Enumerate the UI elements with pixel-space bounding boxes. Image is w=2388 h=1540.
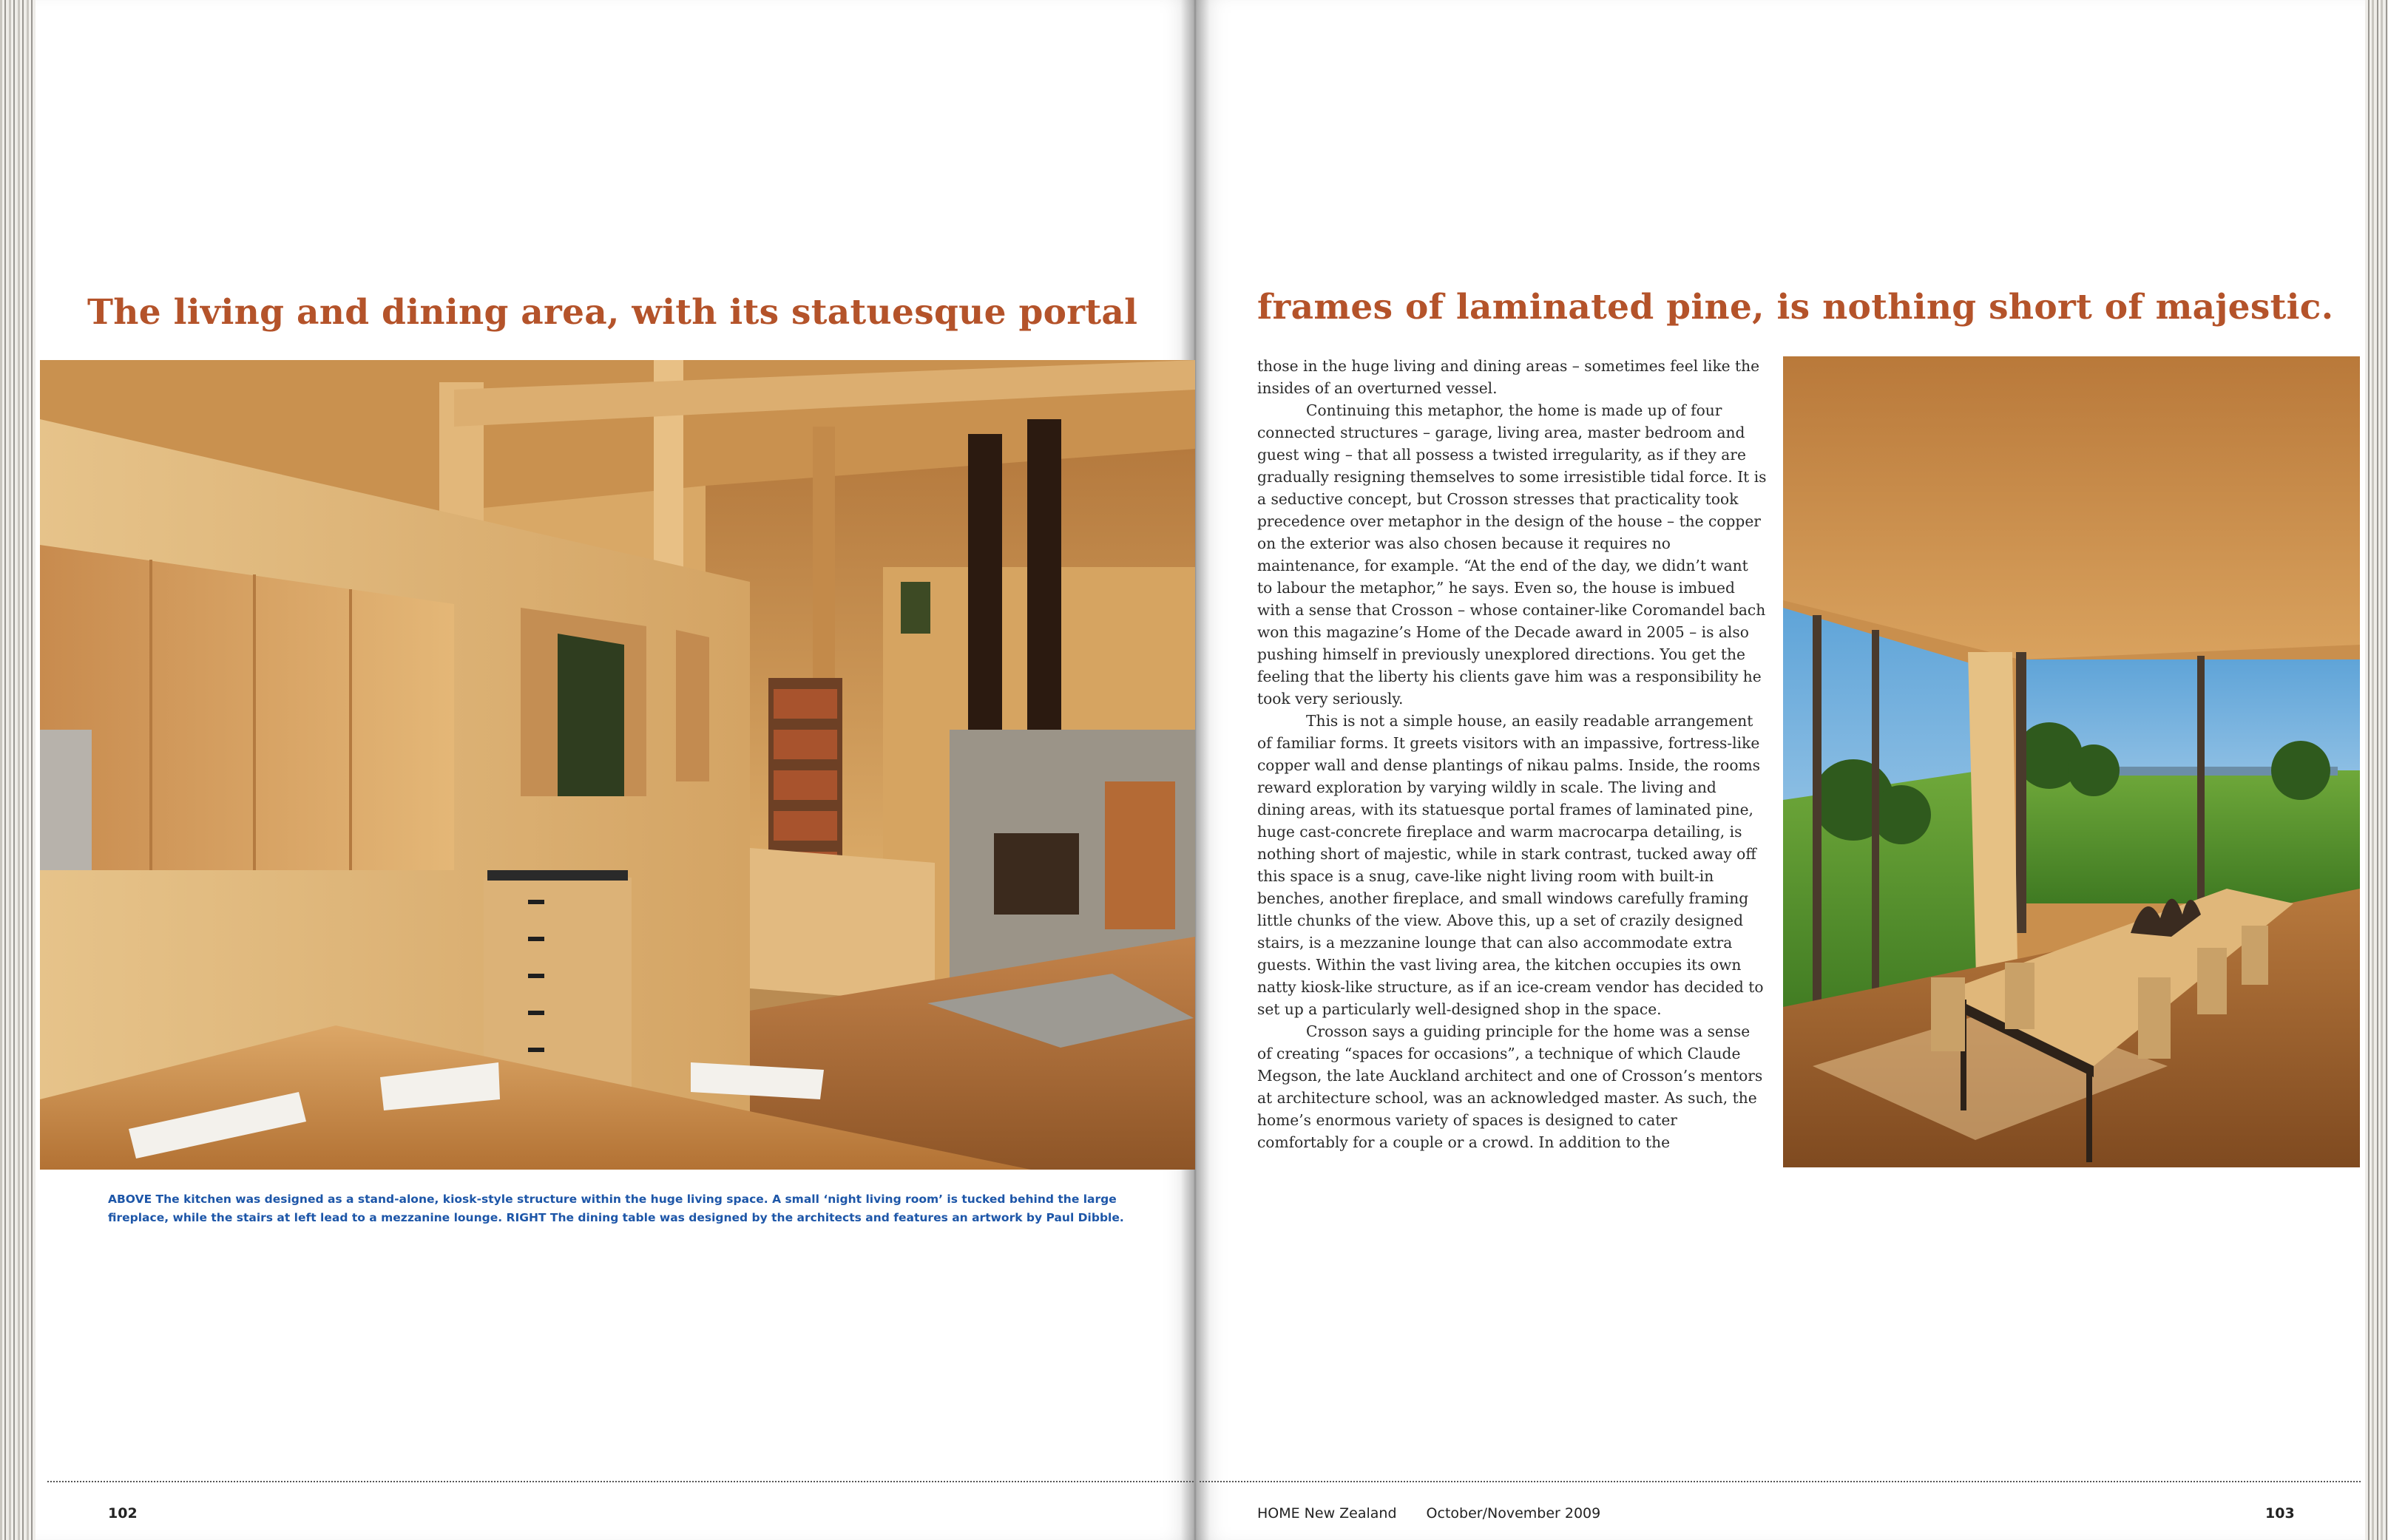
issue-date: October/November 2009 xyxy=(1426,1505,1601,1522)
photo-kitchen-living xyxy=(40,360,1195,1170)
article-body xyxy=(1257,355,1768,1153)
paragraph-4: Crosson says a guiding principle for the home was a sense of creating “spaces for occasions”, a technique of which Claude Megson, the late Auckland architect and one of Crosson’s mentors at architecture school, was an acknowledged master. As such, the home’s enormous variety of spaces is designed to cater comfortably for a couple or a crowd. In addition to the xyxy=(1257,1022,1763,1151)
right-page-edges xyxy=(2365,0,2388,1540)
page-number-right: 103 xyxy=(2265,1505,2295,1522)
photo-dining-room xyxy=(1783,356,2360,1167)
headline-right: frames of laminated pine, is nothing short of majestic. xyxy=(1257,287,2334,328)
paragraph-1: those in the huge living and dining areas – sometimes feel like the insides of an overturned vessel. xyxy=(1257,357,1760,397)
magazine-footer xyxy=(1257,1505,1600,1522)
magazine-title: HOME New Zealand xyxy=(1257,1505,1397,1522)
photo-kitchen-living-illustration xyxy=(40,360,1195,1170)
page-number-left: 102 xyxy=(108,1505,138,1522)
footer-rule-left xyxy=(47,1481,1194,1482)
paragraph-2: Continuing this metaphor, the home is made up of four connected structures – garage, living area, master bedroom and guest wing – that all possess a twisted irregularity, as if they are gradually resigning themselves to some irresistible tidal force. It is a seductive concept, but Crosson stresses that practicality took precedence over metaphor in the design of the house – the copper on the exterior was also chosen because it requires no maintenance, for example. “At the end of the day, we didn’t want to labour the metaphor,” he says. Even so, the house is imbued with a sense that Crosson – whose container-like Coromandel bach won this magazine’s Home of the Decade award in 2005 – is also pushing himself in previously unexplored directions. You get the feeling that the liberty his clients gave him was a responsibility he took very seriously. xyxy=(1257,401,1767,708)
photo-dining-room-illustration xyxy=(1783,356,2360,1167)
headline-left: The living and dining area, with its statuesque portal xyxy=(87,292,1138,333)
left-page-edges xyxy=(0,0,35,1540)
paragraph-3: This is not a simple house, an easily readable arrangement of familiar forms. It greets visitors with an impassive, fortress-like copper wall and dense plantings of nikau palms. Inside, the rooms reward exploration by varying wildly in scale. The living and dining areas, with its statuesque portal frames of laminated pine, huge cast-concrete fireplace and warm macrocarpa detailing, is nothing short of majestic, while in stark contrast, tucked away off this space is a snug, cave-like night living room with built-in benches, another fireplace, and small windows carefully framing little chunks of the view. Above this, up a set of crazily designed stairs, is a mezzanine lounge that can also accommodate extra guests. Within the vast living area, the kitchen occupies its own natty kiosk-like structure, as if an ice-cream vendor has decided to set up a particularly well-designed shop in the space. xyxy=(1257,712,1764,1018)
photo-caption: ABOVE The kitchen was designed as a stand-alone, kiosk-style structure within the huge living space. A small ‘night living room’ is tucked behind the large fireplace, while the stairs at left lead to a mezzanine lounge. RIGHT The dining table was designed by the architects and features an artwork by Paul Dibble. xyxy=(108,1193,1124,1224)
footer-rule-right xyxy=(1200,1481,2361,1482)
